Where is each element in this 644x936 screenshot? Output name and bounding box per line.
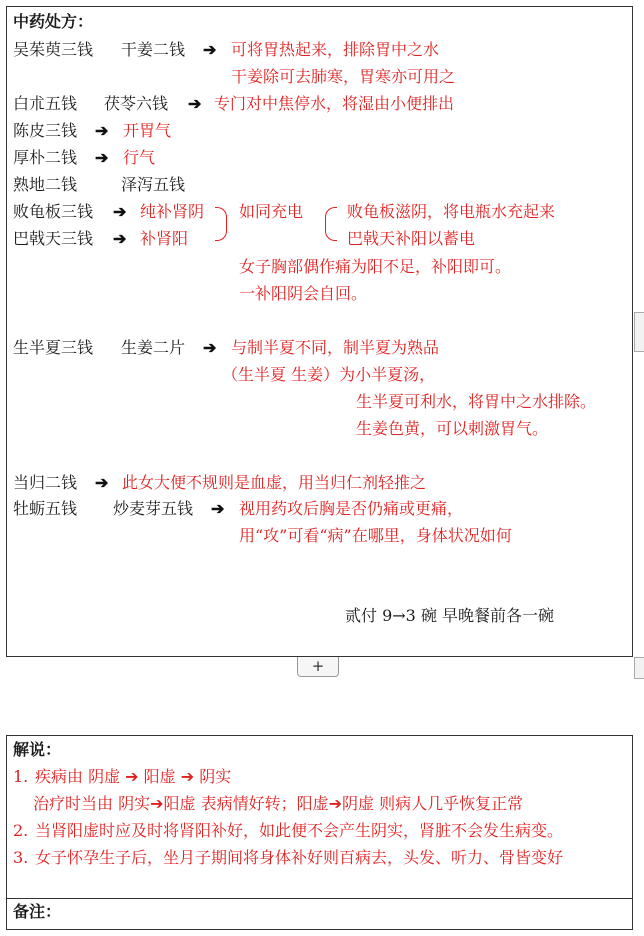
arrow-right-icon: ➔	[95, 121, 109, 140]
herb-shudi: 熟地二钱	[13, 175, 78, 194]
resize-corner-icon[interactable]	[634, 657, 644, 679]
note-angelica: 此女大便不规则是血虚，用当归仁剂轻推之	[122, 473, 427, 492]
arrow-right-icon: ➔	[203, 338, 217, 357]
item-number: 2.	[13, 821, 29, 840]
explanation-item-1-detail: 治疗时当由 阴实➔阳虚 表病情好转；阳虚➔阴虚 则病人几乎恢复正常	[33, 794, 524, 813]
note-row2: 专门对中焦停水，将湿由小便排出	[214, 94, 455, 113]
note-row7: 补肾阳	[140, 229, 189, 248]
prescription-title: 中药处方：	[13, 12, 94, 31]
herb-fuling: 茯苓六钱	[104, 94, 169, 113]
remarks-title: 备注：	[13, 902, 62, 921]
note-row6: 纯补肾阴	[140, 202, 205, 221]
herb-shengjiang: 生姜二片	[121, 338, 186, 357]
herb-zexie: 泽泻五钱	[121, 175, 186, 194]
arrow-right-icon: ➔	[211, 499, 225, 518]
note-pinellia-a: 与制半夏不同，制半夏为熟品	[231, 338, 440, 357]
note-battery-middle: 如同充电	[239, 202, 304, 221]
left-brace-icon	[325, 207, 337, 241]
note-oyster-a: 视用药攻后胸是否仍痛或更痛，	[239, 499, 464, 518]
herb-baizhu: 白朮五钱	[13, 94, 78, 113]
explanation-title: 解说：	[13, 740, 62, 759]
herb-danggui: 当归二钱	[13, 473, 78, 492]
note-oyster-b: 用“攻”可看“病”在哪里，身体状况如何	[239, 526, 512, 545]
remarks-divider	[7, 898, 632, 899]
note-row1-a: 可将胃热起来，排除胃中之水	[231, 40, 440, 59]
note-pinellia-c: 生半夏可利水，将胃中之水排除。	[356, 392, 597, 411]
arrow-right-icon: ➔	[95, 473, 109, 492]
note-battery-extra-a: 女子胸部偶作痛为阳不足，补阳即可。	[239, 257, 512, 276]
note-battery-right-a: 败龟板滋阴，将电瓶水充起来	[347, 202, 556, 221]
item-number: 1.	[13, 767, 29, 786]
explanation-item-2: 当肾阳虚时应及时将肾阳补好，如此便不会产生阴实，肾脏不会发生病变。	[35, 821, 564, 840]
note-row1-b: 干姜除可去肺寒，胃寒亦可用之	[231, 67, 456, 86]
note-battery-extra-b: 一补阳阴会自回。	[239, 284, 368, 303]
arrow-right-icon: ➔	[113, 202, 127, 221]
herb-banxia: 生半夏三钱	[13, 338, 94, 357]
note-row3: 开胃气	[123, 121, 172, 140]
item-number: 3.	[13, 848, 29, 867]
note-pinellia-d: 生姜色黄，可以刺激胃气。	[356, 419, 549, 438]
arrow-right-icon: ➔	[188, 94, 202, 113]
dosage-instructions: 贰付 9→3 碗 早晚餐前各一碗	[345, 606, 555, 625]
note-battery-right-b: 巴戟天补阳以蓄电	[347, 229, 476, 248]
herb-muli: 牡蛎五钱	[13, 499, 78, 518]
arrow-right-icon: ➔	[113, 229, 127, 248]
note-row4: 行气	[123, 148, 156, 167]
herb-ganjiang: 干姜二钱	[121, 40, 186, 59]
herb-maiya: 炒麦芽五钱	[113, 499, 194, 518]
explanation-item-1: 疾病由 阴虚 ➔ 阳虚 ➔ 阴实	[35, 767, 232, 786]
herb-wuzhuyu: 吴茱萸三钱	[13, 40, 94, 59]
herb-houpo: 厚朴二钱	[13, 148, 78, 167]
resize-handle[interactable]	[634, 312, 644, 352]
right-brace-icon	[215, 207, 227, 241]
arrow-right-icon: ➔	[95, 148, 109, 167]
arrow-right-icon: ➔	[203, 40, 217, 59]
herb-chenpi: 陈皮三钱	[13, 121, 78, 140]
add-row-button[interactable]: +	[297, 657, 339, 677]
explanation-item-3: 女子怀孕生子后，坐月子期间将身体补好则百病去，头发、听力、骨皆变好	[35, 848, 564, 867]
herb-guiban: 败龟板三钱	[13, 202, 94, 221]
herb-bajitian: 巴戟天三钱	[13, 229, 94, 248]
note-pinellia-b: （生半夏 生姜）为小半夏汤，	[222, 365, 436, 384]
